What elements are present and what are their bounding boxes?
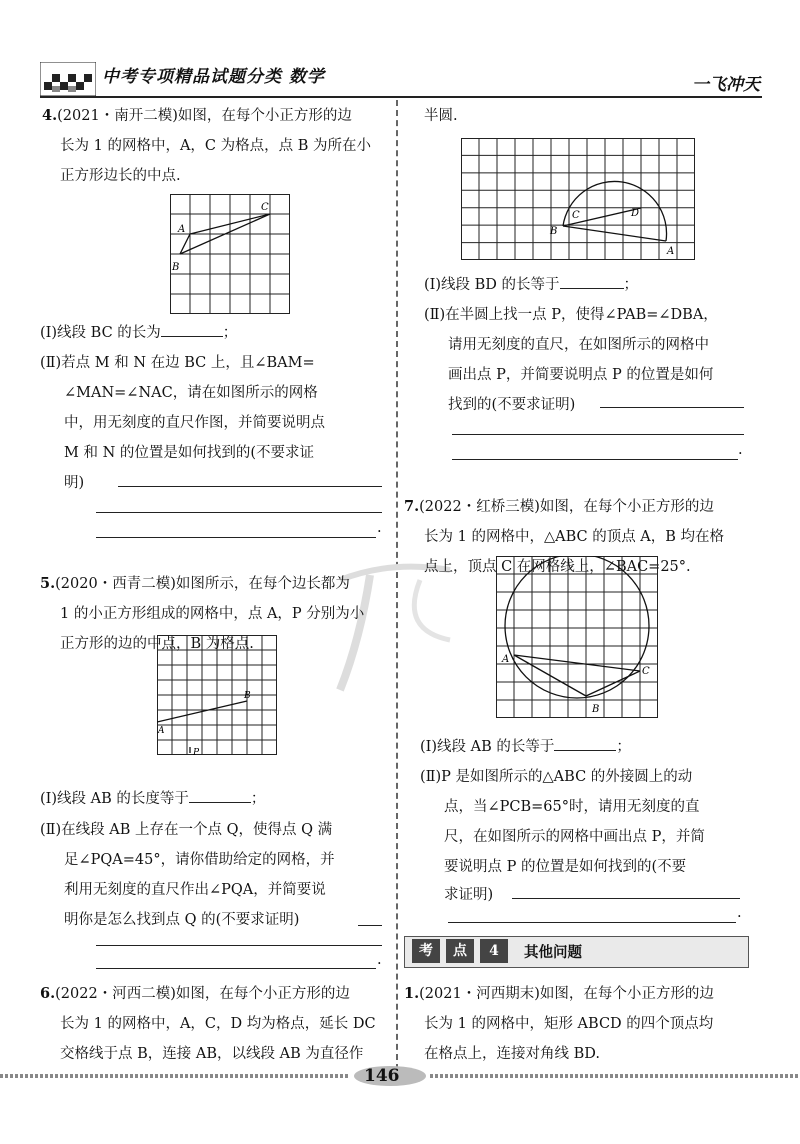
- q6-part1-blank[interactable]: [560, 270, 624, 289]
- q4-part1-end: ；: [222, 325, 238, 341]
- q5-label-p: P: [193, 748, 200, 755]
- q6-line-1: (2022・河西二模)如图，在每个小正方形的边: [55, 986, 350, 1002]
- section-chip-2: 点: [446, 939, 474, 963]
- q5-part2-line-3: 利用无刻度的直尺作出∠PQA，并简要说: [64, 882, 326, 898]
- q5-part1: (Ⅰ)线段 AB 的长度等于: [40, 791, 189, 807]
- q6-label-d: D: [631, 208, 640, 219]
- q6-line-4: 半圆.: [424, 108, 458, 124]
- q7-part1: (Ⅰ)线段 AB 的长等于: [420, 739, 555, 755]
- q4-answer-line-1[interactable]: [118, 486, 382, 487]
- q5-end-dot: .: [377, 952, 382, 968]
- q7-label-a: A: [502, 654, 510, 665]
- q6-diameter-ab: [563, 226, 666, 241]
- s1-line-2: 长为 1 的网格中，矩形 ABCD 的四个顶点均: [424, 1016, 714, 1032]
- q4-part2-line-2: ∠MAN=∠NAC，请在如图所示的网格: [64, 385, 318, 401]
- q4-grid-figure: [170, 194, 290, 314]
- q5-part1-end: ；: [250, 791, 266, 807]
- q4-answer-line-3[interactable]: [96, 537, 376, 538]
- q5-part1-blank[interactable]: [189, 784, 251, 803]
- header-title: 中考专项精品试题分类 数学: [102, 67, 325, 87]
- q6-answer-line-3[interactable]: [452, 459, 738, 460]
- q7-line-3: 点上，顶点 C 在网格线上，∠BAC=25°.: [424, 559, 691, 575]
- q7-label-c: C: [642, 666, 650, 677]
- q7-grid-figure: [496, 556, 658, 718]
- q4-part2-line-3: 中，用无刻度的直尺作图，并简要说明点: [64, 415, 325, 431]
- q5-line-2: 1 的小正方形组成的网格中，点 A，P 分别为小: [60, 606, 365, 622]
- q4-segment-ab: [180, 234, 190, 254]
- q6-part2-line-3: 画出点 P，并简要说明点 P 的位置是如何: [448, 367, 714, 383]
- q7-part2-line-5: 求证明): [444, 887, 494, 903]
- q4-line-3: 正方形边长的中点.: [60, 168, 181, 184]
- q6-label-b: B: [550, 226, 558, 237]
- q4-part2-line-5: 明): [64, 475, 85, 491]
- s1-line-1: (2021・河西期末)如图，在每个小正方形的边: [419, 986, 714, 1002]
- section-chip-1: 考: [412, 939, 440, 963]
- q7-end-dot: .: [737, 905, 742, 921]
- q5-answer-line-2[interactable]: [96, 945, 382, 946]
- q4-label-a: A: [178, 224, 186, 235]
- header-brand: 一飞冲天: [692, 75, 760, 95]
- page-number: 146: [364, 1066, 400, 1086]
- q6-grid-figure: [461, 138, 695, 260]
- q6-label-a: A: [667, 246, 675, 257]
- q5-label-a: A: [158, 726, 165, 736]
- q7-part1-blank[interactable]: [554, 732, 616, 751]
- q5-answer-line-1[interactable]: [358, 925, 382, 926]
- q7-part2-line-1: (Ⅱ)P 是如图所示的△ABC 的外接圆上的动: [420, 769, 693, 785]
- q7-label-b: B: [592, 704, 600, 715]
- q7-segment-bc: [586, 671, 640, 696]
- q6-part2-line-1: (Ⅱ)在半圆上找一点 P，使得∠PAB=∠DBA，: [424, 307, 718, 323]
- q6-line-2: 长为 1 的网格中，A，C，D 均为格点，延长 DC: [60, 1016, 376, 1032]
- q5-part2-line-2: 足∠PQA=45°，请你借助给定的网格，并: [64, 852, 335, 868]
- q7-line-2: 长为 1 的网格中，△ABC 的顶点 A，B 均在格: [424, 529, 725, 545]
- q4-line-1: (2021・南开二模)如图，在每个小正方形的边: [57, 108, 352, 124]
- q4-part2-line-1: (Ⅱ)若点 M 和 N 在边 BC 上，且∠BAM=: [40, 355, 315, 371]
- q6-label-c: C: [572, 210, 580, 221]
- q4-part2-line-4: M 和 N 的位置是如何找到的(不要求证: [64, 445, 315, 461]
- q7-number: 7.: [404, 498, 420, 515]
- header-logo: [40, 62, 96, 96]
- q5-answer-line-3[interactable]: [96, 968, 376, 969]
- q5-label-b: B: [244, 691, 251, 701]
- q6-line-3: 交格线于点 B，连接 AB，以线段 AB 为直径作: [60, 1046, 364, 1062]
- q4-line-2: 长为 1 的网格中，A，C 为格点，点 B 为所在小: [60, 138, 371, 154]
- q5-line-3: 正方形的边的中点，B 为格点.: [60, 636, 254, 652]
- s1-line-3: 在格点上，连接对角线 BD.: [424, 1046, 600, 1062]
- q4-part1-blank[interactable]: [161, 318, 223, 337]
- q4-number: 4.: [42, 107, 58, 124]
- q5-part2-line-4: 明你是怎么找到点 Q 的(不要求证明): [64, 912, 300, 928]
- q5-line-1: (2020・西青二模)如图所示，在每个边长都为: [55, 576, 350, 592]
- section-title: 其他问题: [524, 944, 582, 961]
- q5-number: 5.: [40, 575, 56, 592]
- q4-part1: (Ⅰ)线段 BC 的长为: [40, 325, 161, 341]
- q7-part2-line-3: 尺，在如图所示的网格中画出点 P，并简: [444, 829, 705, 845]
- q7-part1-end: ；: [616, 739, 631, 755]
- q6-part1-end: ；: [623, 277, 639, 293]
- q4-answer-line-2[interactable]: [96, 512, 382, 513]
- q7-segment-ac: [514, 655, 640, 671]
- section-chip-3: 4: [480, 939, 508, 963]
- q7-part2-line-4: 要说明点 P 的位置是如何找到的(不要: [444, 859, 687, 875]
- q6-answer-line-1[interactable]: [600, 407, 744, 408]
- q7-line-1: (2022・红桥三模)如图，在每个小正方形的边: [419, 499, 714, 515]
- s1-number: 1.: [404, 985, 420, 1002]
- q4-label-c: C: [261, 202, 269, 213]
- q6-part1: (Ⅰ)线段 BD 的长等于: [424, 277, 560, 293]
- q7-part2-line-2: 点，当∠PCB=65°时，请用无刻度的直: [444, 799, 700, 815]
- header-rule: [40, 96, 762, 98]
- q5-part2-line-1: (Ⅱ)在线段 AB 上存在一个点 Q，使得点 Q 满: [40, 822, 333, 838]
- q6-number: 6.: [40, 985, 56, 1002]
- q4-label-b: B: [172, 262, 180, 273]
- q5-grid-figure: [157, 635, 277, 755]
- q4-end-dot: .: [377, 520, 382, 536]
- footer-decoration: [0, 1066, 800, 1086]
- q6-answer-line-2[interactable]: [452, 434, 744, 435]
- q6-end-dot: .: [738, 442, 743, 458]
- q7-answer-line-2[interactable]: [448, 922, 736, 923]
- q6-part2-line-4: 找到的(不要求证明): [448, 397, 576, 413]
- q7-answer-line-1[interactable]: [512, 898, 740, 899]
- q6-part2-line-2: 请用无刻度的直尺，在如图所示的网格中: [448, 337, 709, 353]
